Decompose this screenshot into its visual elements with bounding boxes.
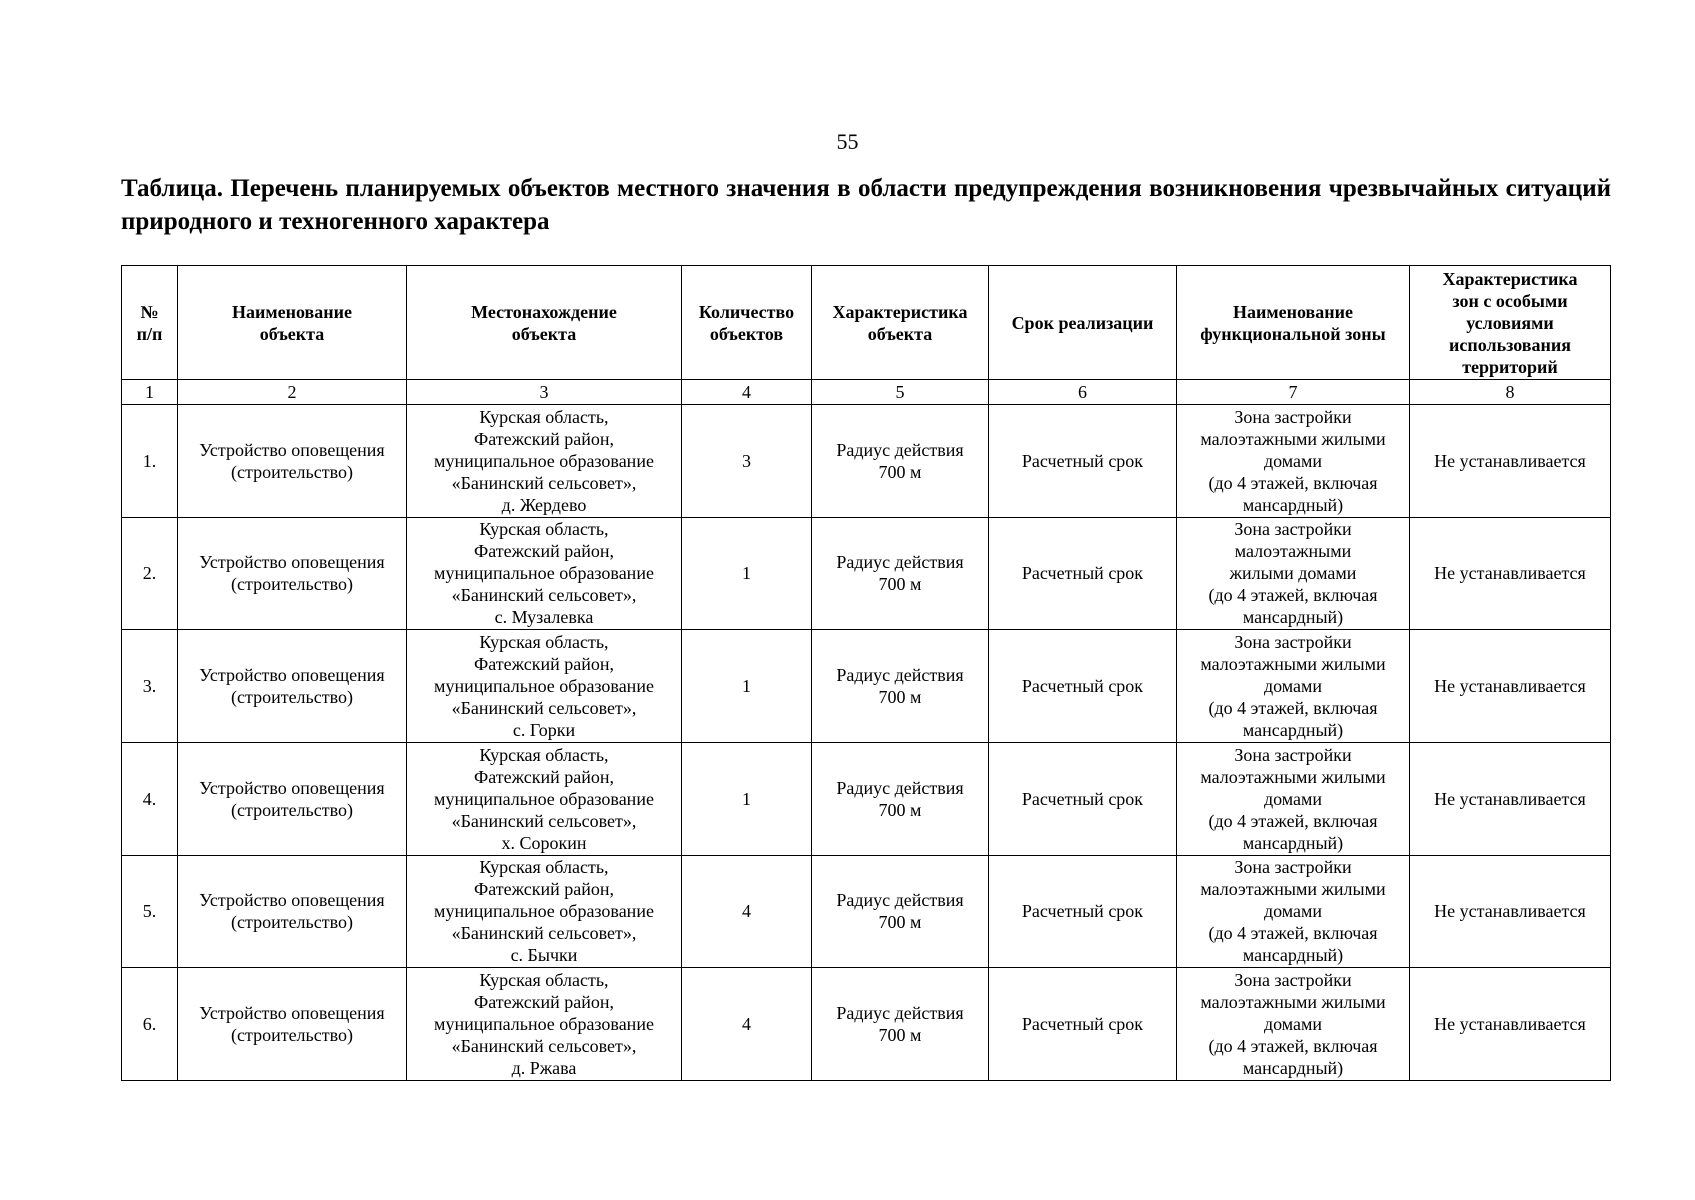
cell-line: Радиус действия bbox=[836, 439, 964, 460]
cell-line: малоэтажными жилыми bbox=[1200, 766, 1386, 787]
characteristic-cell bbox=[812, 968, 989, 1081]
characteristic-cell bbox=[812, 742, 989, 855]
cell-line: «Банинский сельсовет», bbox=[451, 1036, 637, 1057]
cell-line: Характеристика bbox=[1442, 268, 1578, 289]
cell-line: Зона застройки bbox=[1234, 744, 1352, 765]
cell-line: (до 4 этажей, включая bbox=[1208, 698, 1378, 719]
column-number-row bbox=[122, 380, 1611, 405]
count-cell: 1 bbox=[682, 742, 812, 855]
cell-line: Курская область, bbox=[479, 744, 609, 765]
row-number: 6. bbox=[122, 968, 178, 1081]
cell-line: 700 м bbox=[878, 687, 922, 708]
cell-line: мансардный) bbox=[1242, 494, 1344, 515]
location-cell bbox=[407, 742, 682, 855]
cell-line: (строительство) bbox=[231, 912, 353, 933]
cell-line: Фатежский район, bbox=[474, 428, 614, 449]
cell-line: объекта bbox=[867, 323, 933, 344]
cell-line: (строительство) bbox=[231, 799, 353, 820]
characteristic-cell bbox=[812, 630, 989, 743]
cell-line: Зона застройки bbox=[1234, 406, 1352, 427]
cell-line: Радиус действия bbox=[836, 890, 964, 911]
term-cell: Расчетный срок bbox=[989, 742, 1177, 855]
cell-line: «Банинский сельсовет», bbox=[451, 585, 637, 606]
cell-line: использования bbox=[1449, 334, 1571, 355]
special-zones-cell: Не устанавливается bbox=[1410, 405, 1611, 518]
term-cell: Расчетный срок bbox=[989, 630, 1177, 743]
cell-line: «Банинский сельсовет», bbox=[451, 698, 637, 719]
cell-line: жилыми домами bbox=[1229, 563, 1357, 584]
cell-line: 700 м bbox=[878, 461, 922, 482]
cell-line: Зона застройки bbox=[1234, 857, 1352, 878]
column-number: 5 bbox=[812, 380, 989, 405]
cell-line: Устройство оповещения bbox=[199, 777, 385, 798]
cell-line: мансардный) bbox=[1242, 832, 1344, 853]
count-cell: 1 bbox=[682, 630, 812, 743]
cell-line: Зона застройки bbox=[1234, 970, 1352, 991]
cell-line: 700 м bbox=[878, 574, 922, 595]
cell-line: Устройство оповещения bbox=[199, 665, 385, 686]
cell-line: мансардный) bbox=[1242, 720, 1344, 741]
cell-line: Фатежский район, bbox=[474, 992, 614, 1013]
header-object-name bbox=[178, 266, 407, 380]
cell-line: Фатежский район, bbox=[474, 879, 614, 900]
column-number: 7 bbox=[1177, 380, 1410, 405]
column-number: 8 bbox=[1410, 380, 1611, 405]
cell-line: малоэтажными жилыми bbox=[1200, 654, 1386, 675]
special-zones-cell: Не устанавливается bbox=[1410, 968, 1611, 1081]
cell-line: Радиус действия bbox=[836, 665, 964, 686]
cell-line: с. Горки bbox=[512, 720, 576, 741]
cell-line: Радиус действия bbox=[836, 1003, 964, 1024]
zone-cell bbox=[1177, 855, 1410, 968]
cell-line: 700 м bbox=[878, 1025, 922, 1046]
cell-line: д. Жердево bbox=[501, 494, 587, 515]
table-row bbox=[122, 968, 1611, 1081]
cell-line: Наименование bbox=[1233, 301, 1353, 322]
count-cell: 4 bbox=[682, 968, 812, 1081]
characteristic-cell bbox=[812, 517, 989, 630]
header-special-zones bbox=[1410, 266, 1611, 380]
cell-line: п/п bbox=[136, 323, 163, 344]
column-number: 6 bbox=[989, 380, 1177, 405]
cell-line: малоэтажными жилыми bbox=[1200, 428, 1386, 449]
cell-line: Характеристика bbox=[832, 301, 968, 322]
cell-line: малоэтажными bbox=[1234, 541, 1352, 562]
column-number: 2 bbox=[178, 380, 407, 405]
table-row bbox=[122, 630, 1611, 743]
cell-line: (до 4 этажей, включая bbox=[1208, 923, 1378, 944]
cell-line: (до 4 этажей, включая bbox=[1208, 810, 1378, 831]
header-location bbox=[407, 266, 682, 380]
cell-line: территорий bbox=[1462, 356, 1558, 377]
object-name-cell bbox=[178, 855, 407, 968]
column-number: 1 bbox=[122, 380, 178, 405]
characteristic-cell bbox=[812, 405, 989, 518]
count-cell: 1 bbox=[682, 517, 812, 630]
cell-line: 700 м bbox=[878, 799, 922, 820]
cell-line: муниципальное образование bbox=[434, 450, 654, 471]
zone-cell bbox=[1177, 742, 1410, 855]
cell-line: Радиус действия bbox=[836, 552, 964, 573]
count-cell: 4 bbox=[682, 855, 812, 968]
cell-line: домами bbox=[1263, 788, 1323, 809]
cell-line: с. Бычки bbox=[510, 945, 578, 966]
cell-line: Курская область, bbox=[479, 970, 609, 991]
object-name-cell bbox=[178, 405, 407, 518]
table-row bbox=[122, 405, 1611, 518]
cell-line: Устройство оповещения bbox=[199, 1003, 385, 1024]
cell-line: домами bbox=[1263, 1014, 1323, 1035]
location-cell bbox=[407, 405, 682, 518]
header-zone bbox=[1177, 266, 1410, 380]
cell-line: муниципальное образование bbox=[434, 1014, 654, 1035]
row-number: 4. bbox=[122, 742, 178, 855]
cell-line: Курская область, bbox=[479, 406, 609, 427]
header-number bbox=[122, 266, 178, 380]
cell-line: д. Ржава bbox=[511, 1058, 577, 1079]
cell-line: муниципальное образование bbox=[434, 901, 654, 922]
cell-line: Срок реализации bbox=[1011, 312, 1154, 333]
cell-line: (строительство) bbox=[231, 687, 353, 708]
column-number: 3 bbox=[407, 380, 682, 405]
cell-line: Курская область, bbox=[479, 519, 609, 540]
row-number: 5. bbox=[122, 855, 178, 968]
count-cell: 3 bbox=[682, 405, 812, 518]
cell-line: малоэтажными жилыми bbox=[1200, 879, 1386, 900]
objects-table bbox=[121, 265, 1611, 1081]
cell-line: Курская область, bbox=[479, 857, 609, 878]
cell-line: мансардный) bbox=[1242, 1058, 1344, 1079]
cell-line: Курская область, bbox=[479, 632, 609, 653]
cell-line: объекта bbox=[259, 323, 325, 344]
table-row bbox=[122, 855, 1611, 968]
cell-line: домами bbox=[1263, 676, 1323, 697]
special-zones-cell: Не устанавливается bbox=[1410, 855, 1611, 968]
cell-line: условиями bbox=[1466, 312, 1554, 333]
cell-line: домами bbox=[1263, 901, 1323, 922]
zone-cell bbox=[1177, 405, 1410, 518]
zone-cell bbox=[1177, 968, 1410, 1081]
page-title: Таблица. Перечень планируемых объектов местного значения в области предупреждения возникновения чрезвычайных ситуаций природного и техногенного характера bbox=[121, 175, 1611, 235]
cell-line: х. Сорокин bbox=[501, 832, 587, 853]
cell-line: объекта bbox=[511, 323, 577, 344]
cell-line: Зона застройки bbox=[1234, 632, 1352, 653]
cell-line: Фатежский район, bbox=[474, 654, 614, 675]
location-cell bbox=[407, 855, 682, 968]
term-cell: Расчетный срок bbox=[989, 405, 1177, 518]
cell-line: Радиус действия bbox=[836, 777, 964, 798]
term-cell: Расчетный срок bbox=[989, 517, 1177, 630]
cell-line: мансардный) bbox=[1242, 607, 1344, 628]
cell-line: (до 4 этажей, включая bbox=[1208, 472, 1378, 493]
characteristic-cell bbox=[812, 855, 989, 968]
header-term bbox=[989, 266, 1177, 380]
cell-line: зон с особыми bbox=[1452, 290, 1568, 311]
cell-line: домами bbox=[1263, 450, 1323, 471]
cell-line: (до 4 этажей, включая bbox=[1208, 585, 1378, 606]
column-number: 4 bbox=[682, 380, 812, 405]
table-row bbox=[122, 742, 1611, 855]
cell-line: «Банинский сельсовет», bbox=[451, 923, 637, 944]
table-row bbox=[122, 517, 1611, 630]
cell-line: муниципальное образование bbox=[434, 788, 654, 809]
row-number: 3. bbox=[122, 630, 178, 743]
header-characteristic bbox=[812, 266, 989, 380]
row-number: 2. bbox=[122, 517, 178, 630]
cell-line: Фатежский район, bbox=[474, 541, 614, 562]
cell-line: Устройство оповещения bbox=[199, 439, 385, 460]
zone-cell bbox=[1177, 517, 1410, 630]
object-name-cell bbox=[178, 742, 407, 855]
cell-line: мансардный) bbox=[1242, 945, 1344, 966]
cell-line: (до 4 этажей, включая bbox=[1208, 1036, 1378, 1057]
cell-line: (строительство) bbox=[231, 574, 353, 595]
cell-line: муниципальное образование bbox=[434, 676, 654, 697]
location-cell bbox=[407, 968, 682, 1081]
location-cell bbox=[407, 517, 682, 630]
cell-line: «Банинский сельсовет», bbox=[451, 810, 637, 831]
object-name-cell bbox=[178, 517, 407, 630]
cell-line: малоэтажными жилыми bbox=[1200, 992, 1386, 1013]
cell-line: (строительство) bbox=[231, 461, 353, 482]
object-name-cell bbox=[178, 968, 407, 1081]
cell-line: Наименование bbox=[232, 301, 352, 322]
cell-line: объектов bbox=[709, 323, 784, 344]
table-header-row bbox=[122, 266, 1611, 380]
cell-line: Зона застройки bbox=[1234, 519, 1352, 540]
special-zones-cell: Не устанавливается bbox=[1410, 742, 1611, 855]
cell-line: (строительство) bbox=[231, 1025, 353, 1046]
cell-line: функциональной зоны bbox=[1200, 323, 1386, 344]
term-cell: Расчетный срок bbox=[989, 855, 1177, 968]
cell-line: муниципальное образование bbox=[434, 563, 654, 584]
zone-cell bbox=[1177, 630, 1410, 743]
cell-line: Местонахождение bbox=[471, 301, 617, 322]
cell-line: № bbox=[140, 301, 159, 322]
cell-line: 700 м bbox=[878, 912, 922, 933]
location-cell bbox=[407, 630, 682, 743]
cell-line: Количество bbox=[698, 301, 795, 322]
special-zones-cell: Не устанавливается bbox=[1410, 630, 1611, 743]
row-number: 1. bbox=[122, 405, 178, 518]
header-count bbox=[682, 266, 812, 380]
special-zones-cell: Не устанавливается bbox=[1410, 517, 1611, 630]
object-name-cell bbox=[178, 630, 407, 743]
cell-line: «Банинский сельсовет», bbox=[451, 472, 637, 493]
term-cell: Расчетный срок bbox=[989, 968, 1177, 1081]
cell-line: с. Музалевка bbox=[494, 607, 594, 628]
page-number: 55 bbox=[836, 129, 859, 154]
cell-line: Фатежский район, bbox=[474, 766, 614, 787]
cell-line: Устройство оповещения bbox=[199, 552, 385, 573]
cell-line: Устройство оповещения bbox=[199, 890, 385, 911]
